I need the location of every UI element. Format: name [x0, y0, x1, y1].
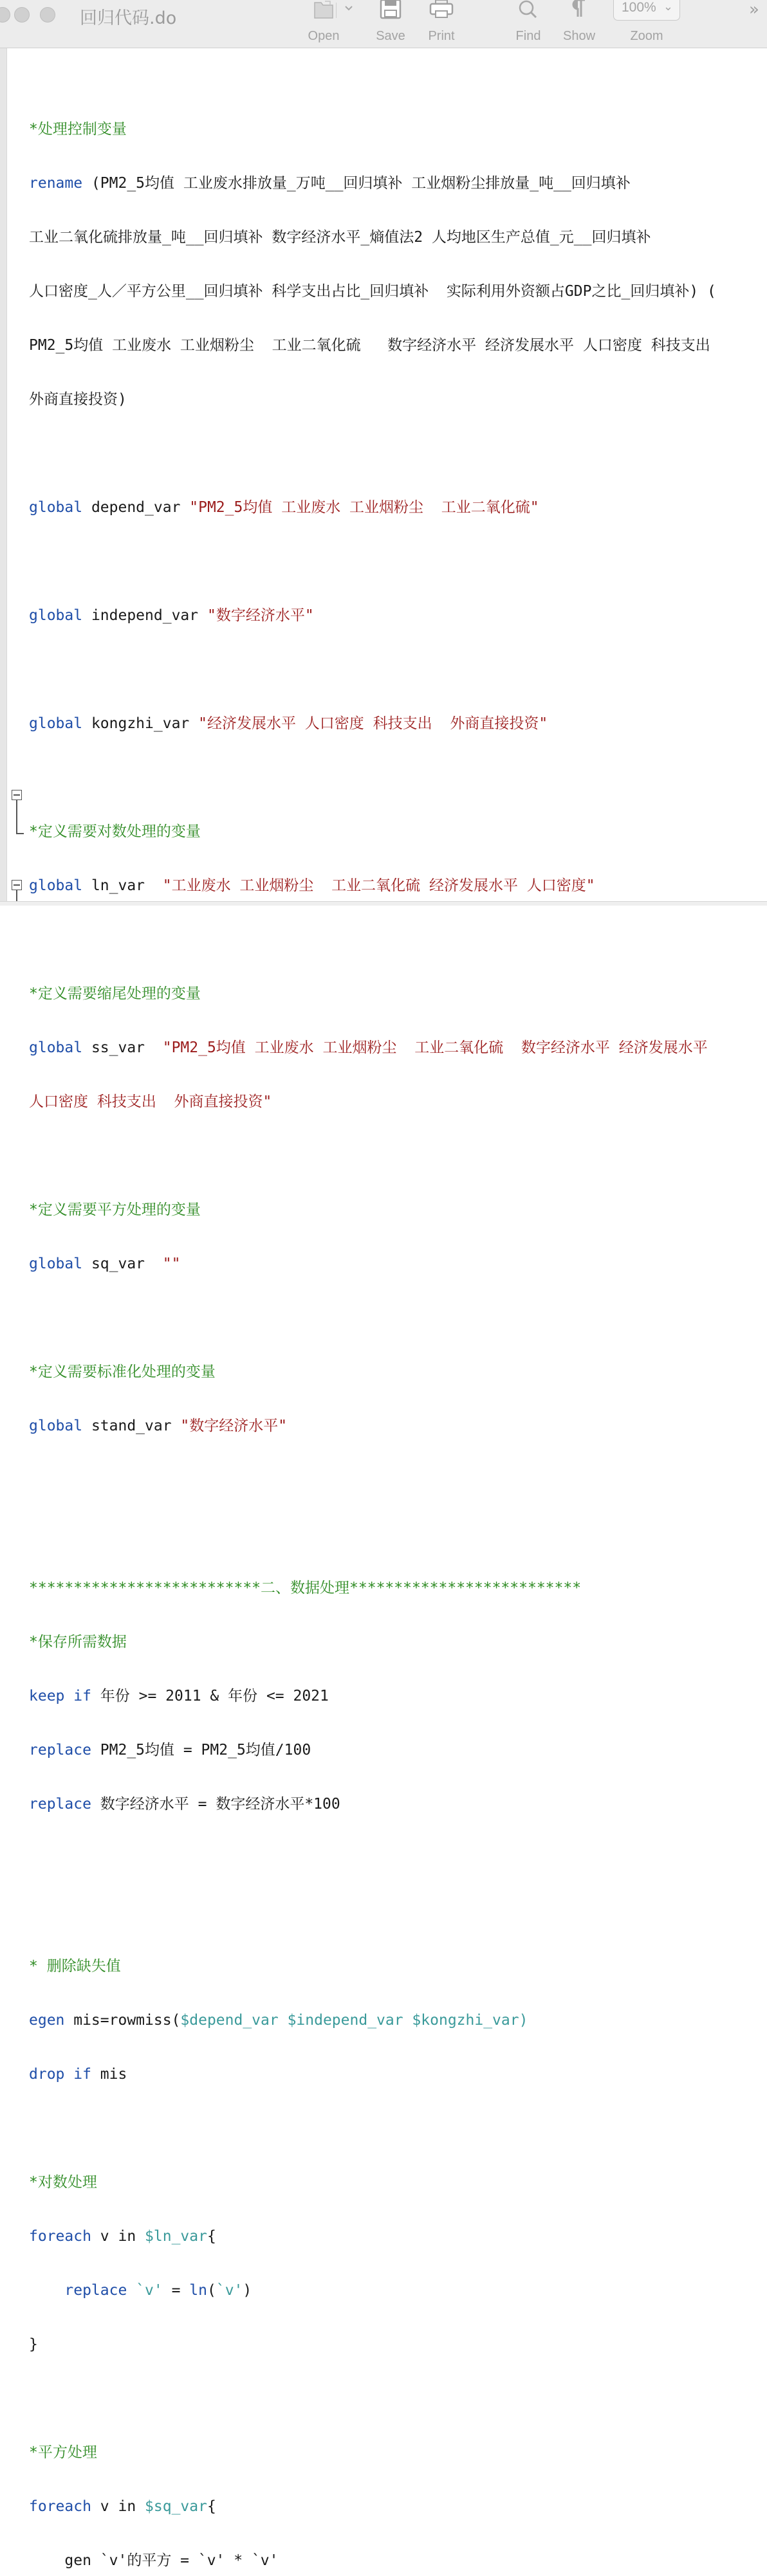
floppy-disk-icon — [379, 0, 402, 21]
code-text: v in — [91, 2498, 145, 2515]
code-macro: $depend_var $independ_var $kongzhi_var — [180, 2012, 519, 2029]
code-text: mis=rowmiss( — [64, 2012, 181, 2029]
fold-toggle-foreach-ln[interactable] — [12, 790, 22, 800]
zoom-label-container — [618, 0, 676, 48]
code-function: ln — [189, 2282, 207, 2299]
code-keyword: global — [29, 715, 83, 732]
code-string: "PM2_5均值 工业废水 工业烟粉尘 工业二氧化硫 数字经济水平 经济发展水平 — [162, 1039, 708, 1056]
code-comment: *定义需要平方处理的变量 — [29, 1201, 201, 1218]
code-keyword: rename — [29, 175, 83, 192]
code-text: ln_var — [82, 877, 163, 894]
fold-gutter — [7, 48, 25, 906]
code-comment: *定义需要对数处理的变量 — [29, 823, 201, 840]
code-line-blank — [29, 661, 762, 679]
code-keyword: replace — [29, 1742, 91, 1758]
zoom-value: 100% — [622, 0, 656, 15]
code-text: independ_var — [82, 607, 207, 624]
code-text: 年份 >= 2011 & 年份 <= 2021 — [91, 1688, 329, 1704]
code-line: *处理控制变量 — [29, 121, 127, 138]
code-comment: *定义需要缩尾处理的变量 — [29, 985, 201, 1002]
toolbar-overflow-icon[interactable]: » — [749, 0, 759, 19]
code-line — [29, 498, 762, 516]
code-line-blank — [29, 1525, 762, 1543]
code-text: ss_var — [82, 1039, 163, 1056]
code-keyword: global — [29, 1418, 83, 1434]
open-dropdown-button[interactable] — [336, 0, 359, 48]
magnifier-icon — [517, 0, 539, 21]
pilcrow-icon — [569, 0, 589, 21]
code-line-blank — [29, 444, 762, 462]
code-line — [29, 715, 762, 733]
fold-guide — [16, 800, 17, 834]
code-comment: * 删除缺失值 — [29, 1958, 121, 1975]
code-keyword: foreach — [29, 2228, 91, 2245]
code-string: 人口密度 科技支出 外商直接投资" — [29, 1093, 272, 1110]
code-keyword: global — [29, 877, 83, 894]
horizontal-scrollbar[interactable] — [0, 901, 767, 906]
printer-icon — [429, 0, 454, 21]
code-string: "工业废水 工业烟粉尘 工业二氧化硫 经济发展水平 人口密度" — [162, 877, 595, 894]
code-string: "经济发展水平 人口密度 科技支出 外商直接投资" — [198, 715, 548, 732]
code-line-blank — [29, 769, 762, 787]
code-line — [29, 174, 762, 192]
code-string: "" — [162, 1256, 181, 1272]
code-line — [29, 2498, 762, 2516]
code-line — [29, 2065, 762, 2083]
code-text — [127, 2282, 136, 2299]
print-button[interactable] — [416, 0, 467, 48]
code-keyword: egen — [29, 2012, 65, 2029]
code-line — [29, 1795, 762, 1813]
code-line-blank — [29, 1471, 762, 1489]
code-text: { — [207, 2228, 216, 2245]
fold-toggle-foreach-sq[interactable] — [12, 880, 22, 890]
code-text: 数字经济水平 = 数字经济水平*100 — [91, 1796, 340, 1813]
open-label: Open — [308, 29, 340, 43]
code-comment: **************************二、数据处理************************** — [29, 1580, 582, 1596]
window-toolbar — [0, 0, 767, 48]
code-line: PM2_5均值 工业废水 工业烟粉尘 工业二氧化硫 数字经济水平 经济发展水平 人口密度 科技支出 — [29, 337, 710, 354]
save-label: Save — [376, 29, 405, 43]
zoom-window-button[interactable] — [40, 7, 55, 23]
code-keyword: global — [29, 1039, 83, 1056]
code-line — [29, 1039, 762, 1057]
code-line: } — [29, 2336, 38, 2353]
code-editor[interactable] — [29, 84, 762, 2576]
code-line — [29, 2227, 762, 2245]
code-line — [29, 2281, 762, 2299]
code-comment: *对数处理 — [29, 2174, 97, 2191]
code-line — [29, 877, 762, 895]
code-line: 工业二氧化硫排放量_吨__回归填补 数字经济水平_熵值法2 人均地区生产总值_元__回归填补 — [29, 229, 651, 246]
code-text: ) — [519, 2012, 528, 2029]
code-line-blank — [29, 1849, 762, 1867]
code-text: v in — [91, 2228, 145, 2245]
minimize-window-button[interactable] — [14, 7, 30, 23]
code-line: 人口密度_人／平方公里__回归填补 科学支出占比_回归填补 实际利用外资额占GDP之比_回归填补) ( — [29, 283, 716, 300]
code-text: sq_var — [82, 1256, 163, 1272]
code-text: = — [162, 2282, 190, 2299]
code-text: depend_var — [82, 499, 190, 516]
code-line-blank — [29, 1903, 762, 1921]
code-keyword: global — [29, 607, 83, 624]
code-line-blank — [29, 2389, 762, 2407]
code-line — [29, 1417, 762, 1435]
find-label: Find — [515, 29, 541, 43]
folder-icon — [311, 0, 337, 21]
code-macro: `v' — [136, 2282, 163, 2299]
code-comment: *平方处理 — [29, 2444, 97, 2461]
code-keyword: replace — [29, 1796, 91, 1813]
code-macro: $ln_var — [145, 2228, 207, 2245]
code-keyword: global — [29, 1256, 83, 1272]
code-line — [29, 2011, 762, 2029]
code-keyword: drop if — [29, 2066, 91, 2083]
show-invisibles-button[interactable] — [555, 0, 604, 48]
code-string: "数字经济水平" — [180, 1418, 288, 1434]
code-keyword: keep if — [29, 1688, 91, 1704]
editor-margin — [0, 48, 7, 906]
code-line — [29, 1741, 762, 1759]
code-text: kongzhi_var — [82, 715, 199, 732]
print-label: Print — [428, 29, 455, 43]
code-comment: *保存所需数据 — [29, 1634, 127, 1650]
code-keyword: replace — [64, 2282, 127, 2299]
code-line — [29, 1687, 762, 1705]
code-line-blank — [29, 1147, 762, 1165]
code-comment: *定义需要标准化处理的变量 — [29, 1364, 216, 1380]
code-macro: $sq_var — [145, 2498, 207, 2515]
fold-guide-end — [16, 833, 24, 834]
save-button[interactable] — [363, 0, 418, 48]
show-label: Show — [562, 29, 596, 43]
find-button[interactable] — [503, 0, 553, 48]
code-line-blank — [29, 1309, 762, 1327]
code-indent — [29, 2282, 64, 2299]
code-line — [29, 607, 762, 625]
code-line — [29, 1255, 762, 1273]
code-string: "数字经济水平" — [207, 607, 314, 624]
code-keyword: global — [29, 499, 83, 516]
code-line-blank — [29, 553, 762, 571]
window-title: 回归代码.do — [80, 8, 177, 28]
zoom-label: Zoom — [630, 29, 663, 43]
chevron-down-icon: ⌄ — [663, 0, 673, 14]
code-string: "PM2_5均值 工业废水 工业烟粉尘 工业二氧化硫" — [189, 499, 539, 516]
chevron-down-icon — [342, 0, 355, 21]
code-text: PM2_5均值 = PM2_5均值/100 — [91, 1742, 311, 1758]
code-line: 外商直接投资) — [29, 391, 127, 408]
code-text: (PM2_5均值 工业废水排放量_万吨__回归填补 工业烟粉尘排放量_吨__回归填补 — [82, 175, 631, 192]
code-text: stand_var — [82, 1418, 181, 1434]
code-macro: `v' — [216, 2282, 243, 2299]
code-text: ( — [207, 2282, 216, 2299]
code-text: ) — [243, 2282, 252, 2299]
code-text: mis — [91, 2066, 127, 2083]
code-keyword: foreach — [29, 2498, 91, 2515]
code-text: { — [207, 2498, 216, 2515]
code-line-blank — [29, 931, 762, 949]
close-window-button[interactable] — [0, 7, 10, 23]
code-line-partial: gen `v'的平方 = `v' * `v' — [29, 2552, 279, 2569]
code-line-blank — [29, 2119, 762, 2137]
